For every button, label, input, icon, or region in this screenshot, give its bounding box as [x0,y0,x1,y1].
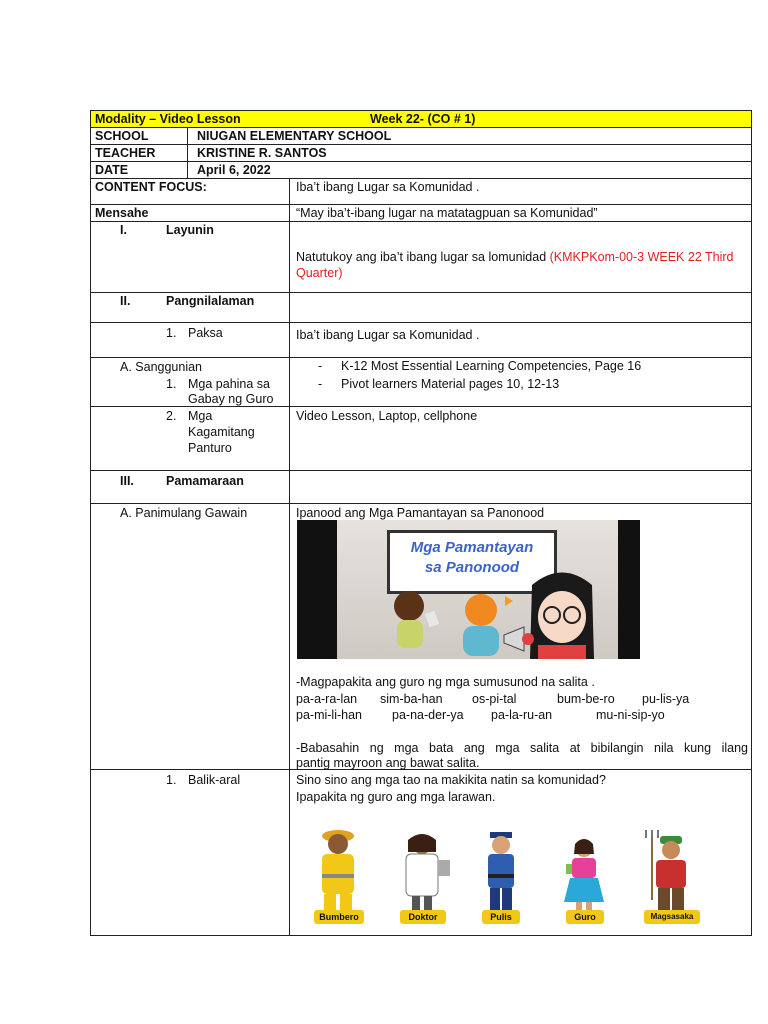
video-left-bar [297,520,337,659]
content-focus-label: CONTENT FOCUS: [95,180,207,194]
paksa-number: 1. [166,326,177,340]
doktor-label: Doktor [400,910,446,924]
table-border [90,161,752,162]
layunin-label: Layunin [166,223,214,237]
reference-bullet: - [318,359,323,373]
panimulang-paragraph: pantig mayroon ang bawat salita. [296,756,480,770]
school-label: SCHOOL [95,129,149,143]
table-border [90,127,752,128]
magsasaka-figure [646,830,686,910]
syllable-word: bum-be-ro [557,692,615,706]
layunin-text [296,249,746,281]
teacher-value: KRISTINE R. SANTOS [197,146,327,160]
sanggunian-sub-label-2: Gabay ng Guro [188,392,274,406]
syllable-word: pu-lis-ya [642,692,690,706]
banner-title-line: sa Panonood [424,559,520,576]
mensahe-label: Mensahe [95,206,149,220]
guro-figure [564,839,604,910]
table-border [90,322,752,323]
bumbero-label: Bumbero [314,910,364,924]
syllable-word: pa-a-ra-lan [296,692,358,706]
competency-code: (KMKPKom-00-3 WEEK 22 Third Quarter) [296,250,734,280]
pangnilalaman-number: II. [120,294,131,308]
reference-item: Pivot learners Material pages 10, 12-13 [341,377,560,391]
layunin-number: I. [120,223,127,237]
magsasaka-label: Magsasaka [644,910,700,924]
paksa-label: Paksa [188,326,223,340]
kagamitan-label-line: Mga [188,409,213,423]
table-border [90,935,752,936]
table-border [90,470,752,471]
date-label: DATE [95,163,129,177]
panimulang-paragraph: -Magpapakita ang guro ng mga sumusunod na salita . [296,675,595,689]
paksa-value: Iba’t ibang Lugar sa Komunidad . [296,328,480,342]
table-border [90,503,752,504]
week-label: Week 22- (CO # 1) [370,112,476,126]
panimulang-intro: Ipanood ang Mga Pamantayan sa Panonood [296,506,545,520]
syllable-word: mu-ni-sip-yo [596,708,665,722]
table-border [751,110,752,936]
table-border [90,110,91,936]
kagamitan-value: Video Lesson, Laptop, cellphone [296,409,478,423]
reference-item: K-12 Most Essential Learning Competencies, Page 16 [341,359,642,373]
panimulang-paragraph: -Babasahin ng mga bata ang mga salita at bibilangin nila kung ilang [296,741,748,755]
pulis-figure [488,832,514,910]
kagamitan-number: 2. [166,409,177,423]
kagamitan-label-line: Panturo [188,441,232,455]
syllable-word: pa-na-der-ya [392,708,464,722]
bumbero-figure [322,830,354,910]
content-focus-value: Iba’t ibang Lugar sa Komunidad . [296,180,480,194]
sanggunian-sub-number: 1. [166,377,177,391]
layunin-objective: Natutukoy ang iba’t ibang lugar sa lomunidad [296,250,550,264]
sanggunian-label: A. Sanggunian [120,360,203,374]
kagamitan-label-line: Kagamitang [188,425,255,439]
panimulang-label: A. Panimulang Gawain [120,506,248,520]
modality-label: Modality – Video Lesson [95,112,241,126]
balik-aral-note: Ipapakita ng guro ang mga larawan. [296,790,496,804]
video-thumbnail [297,520,640,659]
pamamaraan-label: Pamamaraan [166,474,244,488]
pangnilalaman-label: Pangnilalaman [166,294,255,308]
syllable-word: pa-mi-li-han [296,708,362,722]
mensahe-value: “May iba’t-ibang lugar na matatagpuan sa Komunidad” [296,206,598,220]
balik-aral-number: 1. [166,773,177,787]
balik-aral-label: Balik-aral [188,773,241,787]
table-border [187,127,188,178]
syllable-word: pa-la-ru-an [491,708,553,722]
syllable-word: os-pi-tal [472,692,517,706]
guro-label: Guro [566,910,604,924]
sanggunian-sub-label-1: Mga pahina sa [188,377,271,391]
balik-aral-question: Sino sino ang mga tao na makikita natin sa komunidad? [296,773,606,787]
community-helpers-illustration [300,830,710,930]
teacher-girl-illustration [502,565,622,659]
banner-title-line: Mga Pamantayan [410,539,534,556]
date-value: April 6, 2022 [197,163,271,177]
pamamaraan-number: III. [120,474,134,488]
table-border [289,178,290,936]
teacher-label: TEACHER [95,146,156,160]
syllable-word: sim-ba-han [380,692,443,706]
reference-bullet: - [318,377,323,391]
school-value: NIUGAN ELEMENTARY SCHOOL [197,129,392,143]
table-border [90,144,752,145]
pulis-label: Pulis [482,910,520,924]
doktor-figure [406,834,450,910]
